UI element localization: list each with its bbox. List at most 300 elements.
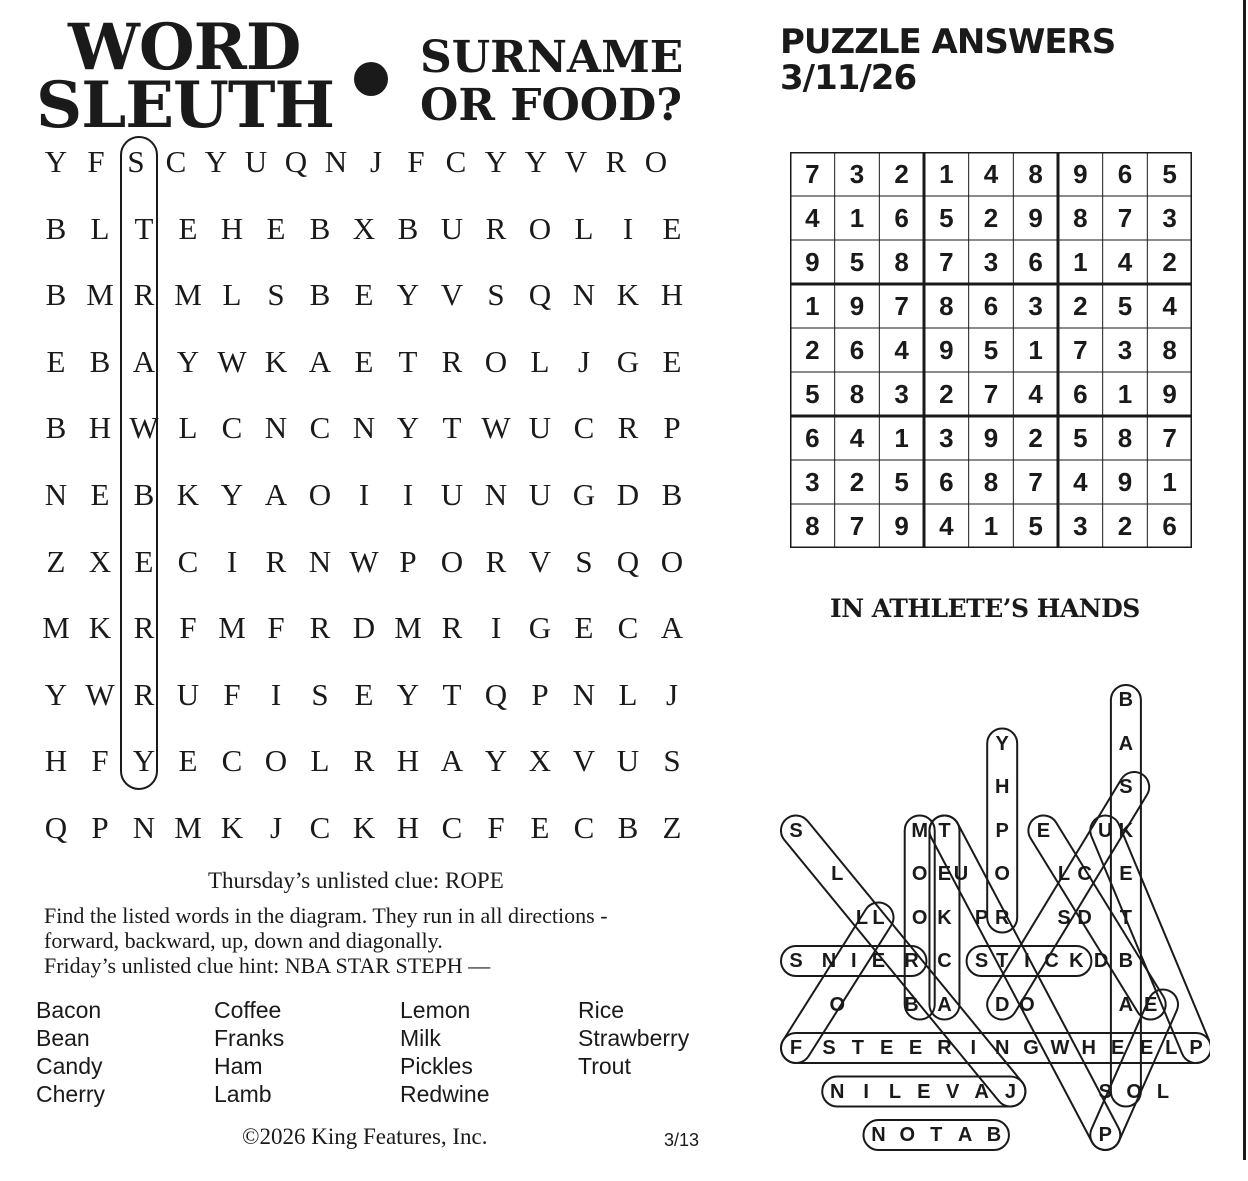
- sudoku-cell: 2: [849, 467, 865, 497]
- grid-letter: X: [528, 743, 552, 779]
- answer-letter: G: [1023, 1037, 1039, 1059]
- answer-letter: J: [1004, 1080, 1016, 1103]
- sudoku-cell: 8: [1073, 203, 1088, 233]
- grid-letter: O: [660, 543, 684, 579]
- grid-letter: M: [394, 610, 422, 646]
- sudoku-cell: 9: [1073, 159, 1088, 189]
- answer-letter: T: [930, 1124, 943, 1146]
- answer-letter: W: [1050, 1037, 1070, 1059]
- answer-letter: D: [994, 993, 1010, 1016]
- word-list-item: Coffee: [214, 997, 282, 1023]
- sudoku-cell: 1: [805, 291, 820, 321]
- sudoku-cell: 1: [1073, 247, 1088, 277]
- grid-letter: L: [310, 743, 330, 779]
- sudoku-cell: 9: [805, 247, 820, 277]
- grid-letter: C: [177, 543, 199, 579]
- answer-letter: E: [917, 1080, 931, 1103]
- sudoku-cell: 4: [939, 511, 954, 541]
- answer-letter: K: [1069, 950, 1084, 972]
- sudoku-cell: 7: [1162, 423, 1177, 453]
- grid-letter: H: [396, 743, 420, 779]
- grid-letter: S: [311, 676, 329, 712]
- grid-letter: R: [133, 610, 155, 646]
- grid-letter: Y: [524, 144, 548, 179]
- grid-letter: E: [134, 543, 154, 579]
- grid-letter: K: [616, 277, 640, 313]
- answer-letter: E: [1139, 1037, 1154, 1059]
- grid-letter: P: [531, 676, 549, 712]
- word-list-item: Candy: [36, 1053, 103, 1079]
- answer-letter: L: [872, 906, 885, 929]
- answer-loop-diag6: [1086, 811, 1210, 1068]
- grid-letter: B: [397, 210, 419, 246]
- grid-letter: M: [174, 277, 202, 313]
- answer-letter: L: [1057, 863, 1071, 885]
- answer-letter: A: [974, 1080, 989, 1103]
- column-divider: [1243, 0, 1246, 1160]
- sudoku-cell: 9: [1117, 467, 1133, 497]
- grid-letter: J: [577, 343, 591, 379]
- grid-letter: E: [354, 277, 374, 313]
- grid-letter: K: [220, 810, 244, 845]
- answer-letter: T: [1119, 906, 1132, 929]
- sudoku-cell: 6: [939, 467, 954, 497]
- grid-letter: A: [660, 610, 684, 646]
- grid-letter: Q: [528, 277, 552, 313]
- grid-letter: Y: [484, 743, 508, 779]
- sudoku-cell: 4: [805, 203, 820, 233]
- answer-letter: E: [937, 863, 952, 885]
- sudoku-cell: 2: [1162, 247, 1177, 277]
- answer-letter: S: [974, 950, 989, 972]
- sudoku-cell: 6: [1117, 159, 1133, 189]
- answer-letter: B: [986, 1124, 1002, 1146]
- grid-letter: Y: [204, 144, 228, 179]
- sudoku-cell: 4: [1162, 291, 1177, 321]
- sudoku-answer-grid: [790, 152, 1192, 548]
- grid-letter: L: [530, 343, 550, 379]
- answer-letter: S: [822, 1037, 836, 1059]
- sudoku-cell: 8: [894, 247, 909, 277]
- sudoku-cell: 5: [983, 335, 999, 365]
- theme-line1: SURNAME: [420, 32, 684, 83]
- sudoku-cell: 3: [1162, 203, 1177, 233]
- grid-letter: I: [402, 477, 414, 512]
- grid-letter: C: [309, 810, 331, 845]
- grid-letter: N: [308, 543, 332, 579]
- answer-letter: K: [937, 906, 952, 929]
- grid-letter: G: [572, 477, 596, 512]
- grid-letter: R: [441, 343, 463, 379]
- answer-letter: U: [953, 863, 969, 885]
- word-list-item: Lamb: [214, 1081, 272, 1107]
- grid-letter: J: [665, 676, 679, 712]
- answer-letter: L: [888, 1080, 902, 1103]
- answer-letter: E: [1036, 819, 1051, 842]
- answer-letter: V: [946, 1080, 960, 1103]
- sudoku-cell: 4: [1117, 247, 1133, 277]
- grid-letter: A: [132, 343, 156, 379]
- sudoku-cell: 3: [939, 423, 954, 453]
- grid-letter: X: [88, 543, 112, 579]
- answers-title-line2: 3/11/26: [780, 58, 917, 98]
- word-list-item: Pickles: [400, 1053, 473, 1079]
- answer-letter: D: [1077, 906, 1092, 929]
- sudoku-cell: 6: [849, 335, 865, 365]
- grid-letter: V: [564, 144, 588, 179]
- sudoku-cell: 1: [1117, 379, 1133, 409]
- answer-letter: R: [904, 950, 919, 972]
- grid-letter: S: [575, 543, 593, 579]
- sudoku-cell: 5: [805, 379, 820, 409]
- grid-letter: Y: [44, 676, 68, 712]
- grid-letter: V: [528, 543, 552, 579]
- answer-letter: C: [1044, 950, 1059, 972]
- grid-letter: C: [445, 144, 467, 179]
- sudoku-cell: 6: [1028, 247, 1043, 277]
- sudoku-cell: 2: [983, 203, 999, 233]
- grid-letter: C: [573, 810, 595, 845]
- instructions-line3: Friday’s unlisted clue hint: NBA STAR STEPH —: [44, 953, 491, 978]
- sudoku-cell: 2: [1073, 291, 1088, 321]
- sudoku-cell: 9: [983, 423, 999, 453]
- grid-letter: K: [176, 477, 200, 512]
- grid-letter: R: [441, 610, 463, 646]
- sudoku-cell: 4: [849, 423, 865, 453]
- sudoku-cell: 7: [849, 511, 865, 541]
- grid-letter: R: [133, 676, 155, 712]
- grid-letter: C: [221, 410, 243, 446]
- grid-letter: R: [265, 543, 287, 579]
- grid-letter: O: [264, 743, 288, 779]
- sudoku-cell: 8: [849, 379, 865, 409]
- answer-letter: R: [937, 1037, 952, 1059]
- word-list-item: Cherry: [36, 1081, 106, 1107]
- grid-letter: H: [220, 210, 244, 246]
- grid-letter: F: [91, 743, 109, 779]
- word-list-item: Strawberry: [578, 1025, 690, 1051]
- grid-letter: I: [226, 543, 238, 579]
- answer-letter: R: [994, 906, 1010, 929]
- sudoku-cell: 3: [1117, 335, 1133, 365]
- sudoku-cell: 5: [1028, 511, 1043, 541]
- answer-letter: P: [995, 819, 1009, 842]
- grid-letter: W: [349, 543, 379, 579]
- grid-letter: S: [663, 743, 681, 779]
- answer-letter: L: [1156, 1080, 1170, 1103]
- sudoku-cell: 3: [894, 379, 909, 409]
- grid-letter: V: [440, 277, 464, 313]
- sudoku-cell: 2: [1028, 423, 1043, 453]
- answer-letter: D: [1093, 950, 1109, 972]
- grid-letter: G: [616, 343, 640, 379]
- word-list-column: [578, 996, 689, 1080]
- grid-letter: I: [270, 676, 282, 712]
- grid-letter: B: [45, 210, 67, 246]
- grid-letter: K: [352, 810, 376, 845]
- answer-letter: T: [996, 950, 1009, 972]
- sudoku-cell: 1: [1028, 335, 1043, 365]
- sudoku-cell: 6: [894, 203, 909, 233]
- grid-letter: U: [616, 743, 640, 779]
- sudoku-cell: 3: [1028, 291, 1043, 321]
- answer-letter: O: [899, 1124, 916, 1146]
- answer-letter: F: [789, 1037, 803, 1059]
- grid-letter: O: [644, 144, 668, 179]
- grid-letter: M: [42, 610, 70, 646]
- grid-letter: M: [218, 610, 246, 646]
- grid-letter: C: [221, 743, 243, 779]
- answer-letter: A: [1118, 993, 1134, 1016]
- grid-letter: K: [264, 343, 288, 379]
- answer-letter: H: [994, 776, 1010, 798]
- grid-letter: B: [309, 210, 331, 246]
- sudoku-cell: 9: [939, 335, 954, 365]
- sudoku-cell: 4: [1028, 379, 1043, 409]
- grid-letter: F: [179, 610, 197, 646]
- sudoku-cell: 6: [805, 423, 820, 453]
- grid-letter: K: [88, 610, 112, 646]
- grid-letter: A: [440, 743, 464, 779]
- sudoku-cell: 3: [983, 247, 999, 277]
- grid-letter: Y: [220, 477, 244, 512]
- grid-letter: E: [662, 343, 682, 379]
- grid-letter: Q: [284, 144, 308, 179]
- grid-letter: F: [267, 610, 285, 646]
- sudoku-cell: 1: [983, 511, 999, 541]
- answer-letter: L: [855, 906, 869, 929]
- grid-letter: A: [264, 477, 288, 512]
- grid-letter: M: [86, 277, 114, 313]
- grid-letter: E: [530, 810, 550, 845]
- sudoku-cell: 5: [1073, 423, 1088, 453]
- answer-letter: P: [1098, 1124, 1112, 1146]
- word-list-item: Rice: [578, 997, 625, 1023]
- sudoku-cell: 9: [1162, 379, 1177, 409]
- sudoku-cell: 3: [1073, 511, 1088, 541]
- grid-letter: E: [90, 477, 110, 512]
- sudoku-cell: 7: [805, 159, 820, 189]
- grid-letter: N: [44, 477, 68, 512]
- word-list-item: Milk: [400, 1025, 441, 1051]
- grid-letter: E: [178, 210, 198, 246]
- grid-letter: T: [134, 210, 154, 246]
- grid-letter: V: [572, 743, 596, 779]
- sudoku-cell: 2: [805, 335, 820, 365]
- grid-letter: B: [617, 810, 639, 845]
- grid-letter: C: [165, 144, 187, 179]
- grid-letter: E: [354, 343, 374, 379]
- grid-letter: R: [485, 210, 507, 246]
- grid-letter: C: [441, 810, 463, 845]
- grid-letter: Q: [44, 810, 68, 845]
- word-sleuth-title-line2: SLEUTH: [36, 68, 334, 143]
- grid-letter: Z: [46, 543, 66, 579]
- grid-letter: S: [127, 144, 145, 179]
- sudoku-cell: 7: [939, 247, 954, 277]
- word-list-item: Ham: [214, 1053, 263, 1079]
- sudoku-cell: 8: [983, 467, 999, 497]
- word-list-item: Franks: [214, 1025, 285, 1051]
- word-list-item: Bean: [36, 1025, 90, 1051]
- grid-letter: P: [399, 543, 417, 579]
- sudoku-cell: 4: [1073, 467, 1088, 497]
- answer-letter: S: [789, 950, 803, 972]
- instructions-line1: Find the listed words in the diagram. They run in all directions -: [44, 903, 608, 928]
- sudoku-cell: 9: [1028, 203, 1043, 233]
- answer-letter: P: [974, 906, 989, 929]
- athlete-word-search-answer: [780, 680, 1210, 1160]
- grid-letter: D: [352, 610, 376, 646]
- answer-letter: E: [880, 1037, 894, 1059]
- sudoku-cell: 5: [1162, 159, 1177, 189]
- grid-letter: L: [222, 277, 242, 313]
- grid-letter: S: [487, 277, 505, 313]
- grid-letter: R: [617, 410, 639, 446]
- grid-letter: O: [528, 210, 552, 246]
- grid-letter: N: [264, 410, 288, 446]
- answer-letter: U: [1098, 819, 1113, 842]
- grid-letter: J: [369, 144, 383, 179]
- grid-letter: T: [442, 676, 462, 712]
- sudoku-cell: 7: [983, 379, 999, 409]
- word-list-column: [400, 996, 490, 1108]
- answer-letter: O: [1126, 1080, 1142, 1103]
- grid-letter: O: [308, 477, 332, 512]
- sudoku-cell: 6: [1073, 379, 1088, 409]
- grid-letter: G: [528, 610, 552, 646]
- answer-letter: A: [957, 1124, 973, 1146]
- sudoku-cell: 1: [849, 203, 865, 233]
- sudoku-cell: 4: [894, 335, 909, 365]
- grid-letter: Y: [132, 743, 156, 779]
- grid-letter: F: [487, 810, 505, 845]
- answer-letter: B: [904, 993, 919, 1016]
- answer-letter: L: [1165, 1037, 1178, 1059]
- sudoku-cell: 7: [894, 291, 909, 321]
- grid-letter: E: [574, 610, 594, 646]
- sudoku-cell: 3: [849, 159, 865, 189]
- answer-letter: E: [1143, 993, 1158, 1016]
- grid-letter: X: [352, 210, 376, 246]
- word-sleuth-title-line1: WORD: [68, 10, 301, 85]
- grid-letter: Q: [484, 676, 508, 712]
- grid-letter: B: [309, 277, 331, 313]
- answer-oval-strawberry: [120, 136, 158, 790]
- grid-letter: L: [574, 210, 594, 246]
- grid-letter: Y: [396, 277, 420, 313]
- grid-letter: T: [442, 410, 462, 446]
- answers-title: [780, 24, 1115, 96]
- grid-letter: W: [481, 410, 511, 446]
- grid-letter: B: [133, 477, 155, 512]
- grid-letter: Y: [396, 676, 420, 712]
- answer-letter: N: [821, 950, 837, 972]
- grid-letter: N: [572, 277, 596, 313]
- answer-letter: O: [994, 863, 1010, 885]
- answer-letter: B: [1118, 689, 1134, 711]
- grid-letter: I: [490, 610, 502, 646]
- word-list-item: Bacon: [36, 997, 102, 1023]
- sudoku-cell: 8: [1028, 159, 1043, 189]
- sudoku-cell: 7: [1028, 467, 1043, 497]
- sudoku-cell: 1: [1162, 467, 1177, 497]
- answer-letter: P: [1189, 1037, 1203, 1059]
- grid-letter: H: [88, 410, 112, 446]
- unlisted-clue: Thursday’s unlisted clue: ROPE: [208, 868, 504, 893]
- grid-letter: I: [358, 477, 370, 512]
- answer-letter: E: [1110, 1037, 1125, 1059]
- answer-letter: C: [1077, 863, 1092, 885]
- grid-letter: Y: [484, 144, 508, 179]
- grid-letter: H: [44, 743, 68, 779]
- grid-letter: F: [407, 144, 425, 179]
- sudoku-cell: 8: [1162, 335, 1177, 365]
- grid-letter: M: [174, 810, 202, 845]
- answer-letter: T: [851, 1037, 864, 1059]
- grid-letter: Z: [662, 810, 682, 845]
- answer-letter: N: [871, 1124, 886, 1146]
- grid-letter: W: [85, 676, 115, 712]
- grid-letter: R: [133, 277, 155, 313]
- grid-letter: C: [617, 610, 639, 646]
- grid-letter: W: [217, 343, 247, 379]
- word-list-column: [214, 996, 284, 1108]
- grid-letter: U: [440, 210, 464, 246]
- sudoku-cell: 7: [1073, 335, 1088, 365]
- answer-letter: Y: [995, 732, 1009, 755]
- bullet-dot-icon: [354, 62, 388, 96]
- sudoku-cell: 8: [939, 291, 954, 321]
- answer-letter: A: [1118, 732, 1134, 755]
- sudoku-cell: 6: [1162, 511, 1177, 541]
- answer-loop-diag4: [982, 766, 1155, 1025]
- puzzle2-title: IN ATHLETE’S HANDS: [830, 594, 1140, 623]
- word-list-item: Trout: [578, 1053, 631, 1079]
- grid-letter: L: [618, 676, 638, 712]
- sudoku-cell: 5: [1117, 291, 1133, 321]
- theme-line2: OR FOOD?: [420, 80, 683, 131]
- grid-letter: E: [46, 343, 66, 379]
- sudoku-cell: 1: [939, 159, 954, 189]
- grid-letter: N: [484, 477, 508, 512]
- answer-letter: I: [1024, 950, 1030, 972]
- grid-letter: U: [528, 410, 552, 446]
- answer-letter: H: [1081, 1037, 1096, 1059]
- grid-letter: E: [662, 210, 682, 246]
- answer-letter: S: [789, 819, 803, 842]
- sudoku-cell: 5: [849, 247, 865, 277]
- grid-letter: N: [132, 810, 156, 845]
- grid-letter: Y: [44, 144, 68, 179]
- grid-letter: O: [440, 543, 464, 579]
- grid-letter: N: [352, 410, 376, 446]
- answer-letter: L: [831, 863, 844, 885]
- grid-letter: O: [484, 343, 508, 379]
- sudoku-cell: 9: [849, 291, 865, 321]
- grid-letter: U: [440, 477, 464, 512]
- grid-letter: L: [178, 410, 198, 446]
- sudoku-cell: 2: [939, 379, 954, 409]
- grid-row: [34, 804, 694, 870]
- grid-letter: Y: [176, 343, 200, 379]
- instructions-line2: forward, backward, up, down and diagonally.: [44, 928, 443, 953]
- grid-letter: P: [663, 410, 681, 446]
- sudoku-cell: 8: [1117, 423, 1133, 453]
- grid-letter: H: [660, 277, 684, 313]
- grid-letter: R: [353, 743, 375, 779]
- grid-letter: T: [398, 343, 418, 379]
